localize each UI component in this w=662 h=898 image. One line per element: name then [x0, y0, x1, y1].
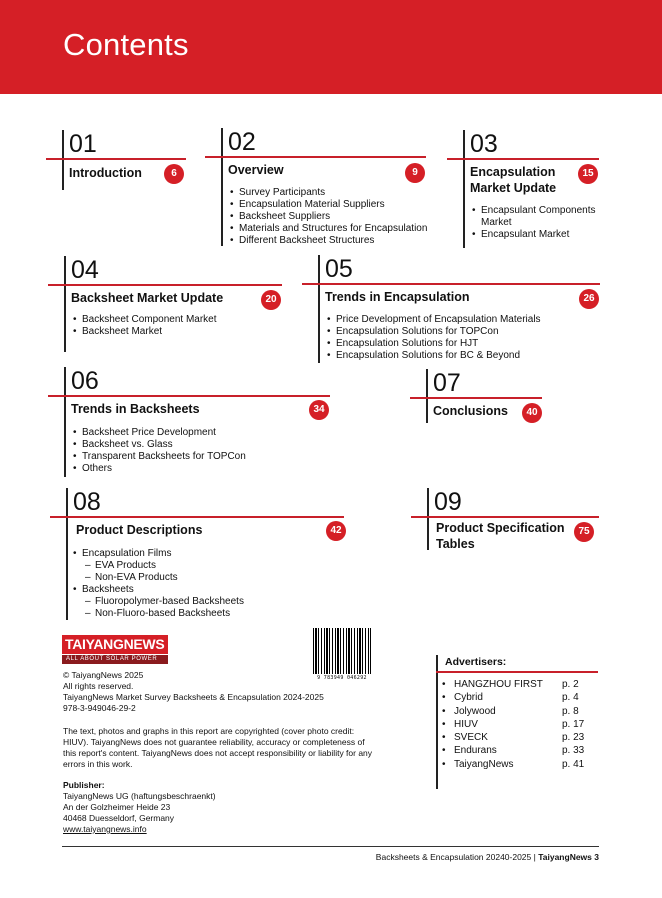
section-title-line: Encapsulation — [470, 165, 556, 179]
section-rule — [302, 283, 600, 285]
disclaimer — [63, 726, 372, 770]
section-title: Trends in Encapsulation — [325, 290, 470, 304]
imprint-info — [63, 670, 324, 714]
list-item: • Backsheet Market — [73, 326, 217, 338]
list-item: • Different Backsheet Structures — [230, 235, 427, 247]
section-number: 02 — [228, 128, 256, 156]
section-title: Introduction — [69, 166, 142, 180]
advertisers-list — [442, 678, 602, 771]
section-divider — [463, 130, 465, 248]
barcode-digits: 9 783949 046292 — [317, 675, 367, 681]
advertiser-name: HANGZHOU FIRST — [454, 679, 543, 690]
website-link[interactable]: www.taiyangnews.info — [63, 824, 147, 834]
section-items — [230, 187, 427, 247]
section-rule — [50, 516, 344, 518]
page-badge[interactable]: 34 — [309, 400, 329, 420]
section-title-line: Market Update — [470, 181, 557, 195]
taiyangnews-logo — [62, 635, 168, 664]
isbn-line: 978-3-949046-29-2 — [63, 703, 136, 713]
section-number: 07 — [433, 369, 461, 397]
section-title: Backsheet Market Update — [71, 291, 224, 305]
section-number: 01 — [69, 130, 97, 158]
list-item: • Encapsulation Films — [73, 548, 244, 560]
publisher-line: 40468 Duesseldorf, Germany — [63, 813, 175, 823]
advertisers-title: Advertisers: — [445, 656, 507, 668]
section-items — [73, 427, 246, 475]
section-title-line: Product Specification — [436, 521, 565, 535]
section-rule — [411, 516, 599, 518]
advertiser-item[interactable] — [442, 744, 602, 757]
section-number: 03 — [470, 130, 498, 158]
section-title: Overview — [228, 163, 284, 177]
report-title-line: TaiyangNews Market Survey Backsheets & Encapsulation 2024-2025 — [63, 692, 324, 702]
page-header — [0, 0, 662, 94]
advertiser-page: p. 41 — [562, 758, 585, 770]
publisher-block — [63, 780, 216, 835]
advertiser-item[interactable] — [442, 758, 602, 771]
disclaimer-line: errors in this work. — [63, 759, 133, 769]
list-subitem: – Non-Fluoro-based Backsheets — [73, 608, 244, 620]
section-rule — [46, 158, 186, 160]
page-badge[interactable]: 40 — [522, 403, 542, 423]
logo-tagline: ALL ABOUT SOLAR POWER — [62, 655, 168, 664]
advertiser-name: Jolywood — [454, 705, 496, 717]
advertiser-page: p. 33 — [562, 745, 585, 757]
advertiser-name: HIUV — [454, 718, 478, 730]
section-rule — [48, 395, 330, 397]
advertiser-name: Cybrid — [454, 692, 483, 704]
section-number: 05 — [325, 255, 353, 283]
section-divider — [62, 130, 64, 190]
section-title-line: Tables — [436, 537, 475, 551]
page-footer — [376, 852, 599, 862]
section-divider — [221, 128, 223, 246]
section-items — [73, 548, 244, 620]
section-number: 09 — [434, 488, 462, 516]
disclaimer-line: HIUV). TaiyangNews does not guarantee reliability, accuracy or completeness of — [63, 737, 365, 747]
list-item: • Backsheet Price Development — [73, 427, 246, 439]
advertiser-name: SVECK — [454, 732, 488, 744]
page-badge[interactable]: 6 — [164, 164, 184, 184]
section-number: 08 — [73, 488, 101, 516]
section-rule — [447, 158, 599, 160]
advertiser-page: p. 4 — [562, 692, 579, 704]
list-item: • Encapsulant Components Market — [472, 205, 602, 229]
section-rule — [205, 156, 426, 158]
list-item: • Encapsulation Solutions for BC & Beyond — [327, 350, 541, 362]
list-item: • Price Development of Encapsulation Materials — [327, 314, 541, 326]
publisher-line: An der Golzheimer Heide 23 — [63, 802, 171, 812]
section-divider — [66, 488, 68, 620]
advertiser-item[interactable] — [442, 731, 602, 744]
section-items — [73, 314, 217, 338]
page-badge[interactable]: 75 — [574, 522, 594, 542]
page-badge[interactable]: 9 — [405, 163, 425, 183]
page-badge[interactable]: 15 — [578, 164, 598, 184]
section-title: Trends in Backsheets — [71, 402, 200, 416]
list-item: • Backsheet Suppliers — [230, 211, 427, 223]
advertiser-item[interactable] — [442, 691, 602, 704]
section-title — [470, 164, 556, 196]
section-divider — [318, 255, 320, 363]
list-item: • Backsheet Component Market — [73, 314, 217, 326]
section-title: Product Descriptions — [76, 523, 203, 537]
advertiser-item[interactable] — [442, 678, 602, 691]
advertiser-name: Endurans — [454, 745, 497, 757]
section-number: 06 — [71, 367, 99, 395]
list-item: • Backsheet vs. Glass — [73, 439, 246, 451]
rights-line: All rights reserved. — [63, 681, 134, 691]
page-badge[interactable]: 20 — [261, 290, 281, 310]
logo-wordmark: TAIYANGNEWS — [62, 635, 168, 654]
section-divider — [426, 369, 428, 423]
disclaimer-line: this report's content. TaiyangNews does not accept responsibility or liability for any — [63, 748, 373, 758]
list-item: • Transparent Backsheets for TOPCon — [73, 451, 246, 463]
advertisers-divider — [436, 655, 438, 789]
barcode-bars — [313, 628, 371, 674]
list-item: • Encapsulation Solutions for HJT — [327, 338, 541, 350]
section-title — [436, 520, 565, 552]
advertiser-item[interactable] — [442, 718, 602, 731]
footer-text: Backsheets & Encapsulation 20240-2025 | — [375, 852, 539, 862]
page-badge[interactable]: 26 — [579, 289, 599, 309]
advertisers-rule — [436, 671, 598, 673]
list-item: • Encapsulation Material Suppliers — [230, 199, 427, 211]
publisher-label: Publisher: — [63, 780, 105, 790]
advertiser-page: p. 23 — [562, 732, 585, 744]
advertiser-page: p. 17 — [562, 718, 585, 730]
footer-brand: TaiyangNews 3 — [538, 852, 599, 862]
list-item: • Materials and Structures for Encapsulation — [230, 223, 427, 235]
page-title: Contents — [63, 27, 189, 62]
section-divider — [427, 488, 429, 550]
list-item: • Encapsulation Solutions for TOPCon — [327, 326, 541, 338]
list-item: • Others — [73, 463, 246, 475]
list-item: • Backsheets — [73, 584, 244, 596]
list-subitem: – EVA Products — [73, 560, 244, 572]
list-subitem: – Fluoropolymer-based Backsheets — [73, 596, 244, 608]
advertiser-item[interactable] — [442, 705, 602, 718]
footer-rule — [62, 846, 599, 847]
advertiser-name: TaiyangNews — [454, 758, 514, 770]
list-item: • Survey Participants — [230, 187, 427, 199]
section-divider — [64, 367, 66, 477]
list-subitem: – Non-EVA Products — [73, 572, 244, 584]
section-items — [472, 205, 602, 241]
list-item: • Encapsulant Market — [472, 229, 602, 241]
advertiser-page: p. 8 — [562, 705, 579, 717]
advertiser-page: p. 2 — [562, 679, 579, 690]
copyright-line: © TaiyangNews 2025 — [63, 670, 144, 680]
page-badge[interactable]: 42 — [326, 521, 346, 541]
section-divider — [64, 256, 66, 352]
disclaimer-line: The text, photos and graphs in this report are copyrighted (cover photo credit: — [63, 726, 355, 736]
section-title: Conclusions — [433, 404, 509, 418]
section-rule — [48, 284, 282, 286]
section-number: 04 — [71, 256, 99, 284]
section-items — [327, 314, 541, 362]
section-rule — [410, 397, 542, 399]
publisher-line: TaiyangNews UG (haftungsbeschraenkt) — [63, 791, 216, 801]
